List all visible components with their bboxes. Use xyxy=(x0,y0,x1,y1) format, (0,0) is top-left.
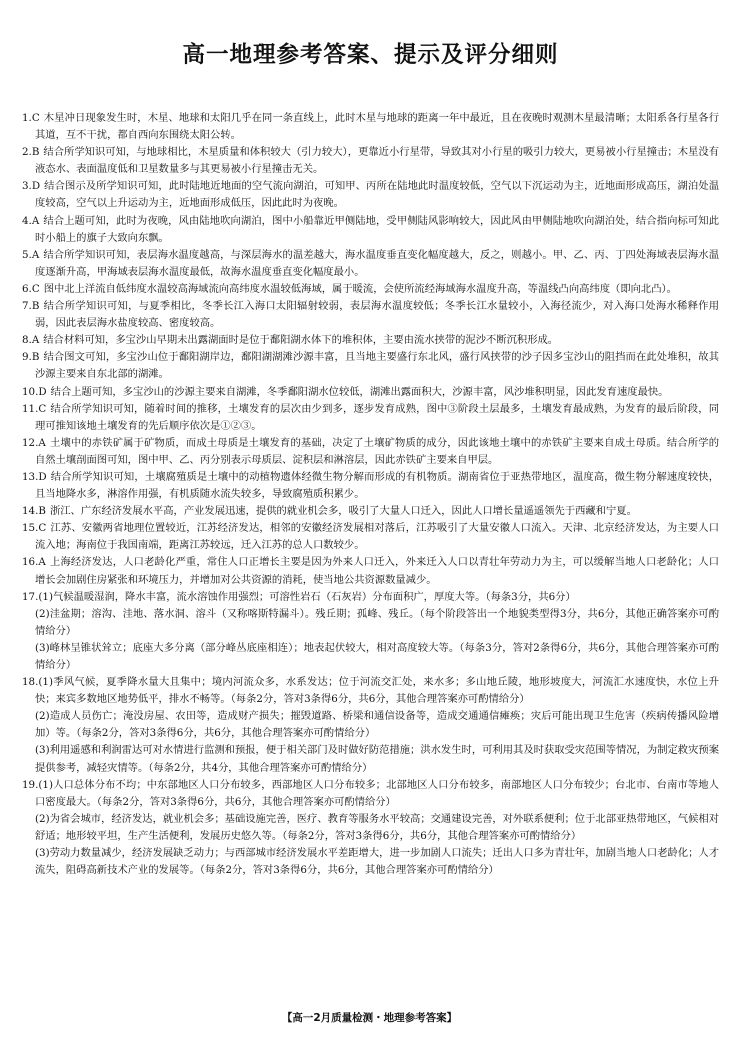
answer-explanation: 结合上题可知，多宝沙山的沙源主要来自湖滩，冬季鄱阳湖水位较低，湖滩出露面积大，沙源丰富，风沙堆积明显，因此发育速度最快。 xyxy=(50,385,669,398)
answer-key: A xyxy=(31,334,40,347)
answer-explanation: 结合所学知识可知，与夏季相比，冬季长江入海口太阳辐射较弱，表层海水温度较低；冬季长江水量较小，入海径流少，对入海口处海水稀释作用弱，因此表层海水盐度较高、密度较高。 xyxy=(35,300,719,330)
answer-item xyxy=(22,144,719,178)
answer-key: D xyxy=(38,385,47,398)
answer-number: 1. xyxy=(22,112,32,124)
answer-item xyxy=(22,503,719,520)
answer-list xyxy=(22,110,719,879)
answer-key: A xyxy=(31,248,40,261)
long-answer-part xyxy=(22,640,719,674)
answer-explanation: (3)峰林呈锥状耸立；底座大多分离（部分峰丛底座相连）；地表起伏较大，相对高度较大等。（每条3分，答对2条得6分，共6分，其他合理答案亦可酌情给分） xyxy=(35,641,719,671)
answer-explanation: 浙江、广东经济发展水平高，产业发展迅速，提供的就业机会多，吸引了大量人口迁入，因此人口增长量遥遥领先于西藏和宁夏。 xyxy=(49,505,637,518)
answer-number: 12. xyxy=(22,436,39,449)
answer-key: C xyxy=(31,112,40,124)
answer-explanation: (2)为省会城市，经济发达，就业机会多；基础设施完善，医疗、教育等服务水平较高；交通建设完善，对外联系便利；位于北部亚热带地区，气候相对舒适；地形较平坦，生产生活便利，发展历史悠久等。（每条2分，答对3条得6分，共6分，其他合理答案亦可酌情给分） xyxy=(35,812,719,842)
answer-item xyxy=(22,520,719,554)
answer-key: A xyxy=(38,436,46,449)
long-answer-part xyxy=(22,811,719,845)
answer-explanation: 江苏、安徽两省地理位置较近，江苏经济发达，相邻的安徽经济发展相对落后，江苏吸引了大量安徽人口流入。天津、北京经济发达，为主要人口流入地；海南位于我国南端，距离江苏较远，迁入江苏的总人口数较少。 xyxy=(35,522,719,552)
answer-number: 11. xyxy=(22,402,39,415)
answer-item xyxy=(22,384,719,401)
answer-key: A xyxy=(38,556,46,569)
answer-explanation: (2)洼盆期；溶沟、洼地、落水洞、溶斗（又称喀斯特漏斗）。残丘期；孤峰、残丘。（每个阶段答出一个地貌类型得3分，共6分，其他正确答案亦可酌情给分） xyxy=(35,607,719,637)
long-answer-part xyxy=(22,589,719,606)
answer-number: 9. xyxy=(22,351,32,364)
answer-item xyxy=(22,554,719,588)
answer-number: 17. xyxy=(22,590,39,603)
answer-explanation: (3)劳动力数量减少，经济发展缺乏动力；与西部城市经济发展水平差距增大，进一步加剧人口流失；迁出人口多为青壮年，加剧当地人口老龄化；人才流失，阻碍高新技术产业的发展等。（每条2分，答对3条得6分，共6分，其他合理答案亦可酌情给分） xyxy=(35,847,719,877)
answer-explanation: 结合所学知识可知，与地球相比，木星质量和体积较大（引力较大），更靠近小行星带，导致其对小行星的吸引力较大，更易被小行星撞击；木星没有液态水、表面温度低和卫星数量多与其更易被小行星撞击无关。 xyxy=(35,146,719,176)
answer-item xyxy=(22,110,719,144)
long-answer-part xyxy=(22,845,719,879)
answer-number: 13. xyxy=(22,470,39,483)
answer-number: 14. xyxy=(22,505,39,518)
answer-key: C xyxy=(38,402,47,415)
answer-key: C xyxy=(31,282,40,295)
answer-explanation: 木星冲日现象发生时，木星、地球和太阳几乎在同一条直线上，此时木星与地球的距离一年中最近，且在夜晚时观测木星最清晰；太阳系各行星各行其道，互不干扰，都自西向东围绕太阳公转。 xyxy=(35,112,719,142)
answer-item xyxy=(22,401,719,435)
answer-explanation: (2)造成人员伤亡；淹没房屋、农田等，造成财产损失；摧毁道路、桥梁和通信设备等，造成交通通信瘫痪；灾后可能出现卫生危害（疾病传播风险增加）等。（每条2分，答对3条得6分，共6分，其他合理答案亦可酌情给分） xyxy=(35,710,719,740)
answer-explanation: 结合所学知识可知，随着时间的推移，土壤发育的层次由少到多，逐步发育成熟，图中③阶段土层最多，土壤发育最成熟，为发育的最后阶段，同理可推知该地土壤发育的先后顺序依次是①②③。 xyxy=(35,402,719,432)
answer-key: A xyxy=(31,214,40,227)
answer-explanation: 上海经济发达，人口老龄化严重，常住人口正增长主要是因为外来人口迁入，外来迁入人口以青壮年劳动力为主，可以缓解当地人口老龄化；人口增长会加剧住房紧张和环境压力，并增加对公共资源的消耗，使当地公共资源数量减少。 xyxy=(35,556,719,586)
answer-number: 8. xyxy=(22,334,32,347)
answer-explanation: 结合上题可知，此时为夜晚，风由陆地吹向湖泊，图中小船靠近甲侧陆地，受甲侧陆风影响较大，因此风由甲侧陆地吹向湖泊处，结合指向标可知此时小船上的旗子大致向东飘。 xyxy=(35,214,719,244)
answer-item xyxy=(22,213,719,247)
long-answer-part xyxy=(22,742,719,776)
answer-item xyxy=(22,349,719,383)
answer-item xyxy=(22,298,719,332)
answer-key: B xyxy=(31,300,40,313)
answer-number: 7. xyxy=(22,300,32,313)
long-answer-part xyxy=(22,708,719,742)
answer-number: 4. xyxy=(22,214,32,227)
answer-number: 19. xyxy=(22,778,39,791)
answer-key: B xyxy=(31,146,40,159)
answer-number: 15. xyxy=(22,522,39,535)
answer-explanation: 结合图示及所学知识可知，此时陆地近地面的空气流向湖泊，可知甲、丙所在陆地此时温度较低，空气以下沉运动为主，近地面形成高压，湖泊处温度较高，空气以上升运动为主，近地面形成低压，因此此时为夜晚。 xyxy=(35,180,719,210)
answer-number: 2. xyxy=(22,146,32,159)
answer-explanation: (1)人口总体分布不均；中东部地区人口分布较多，西部地区人口分布较多；北部地区人口分布较多，南部地区人口分布较少；台北市、台南市等地人口密度最大。（每条2分，答对3条得6分，共6分，其他合理答案亦可酌情给分） xyxy=(35,778,719,808)
answer-item xyxy=(22,281,719,298)
long-answer-part xyxy=(22,674,719,708)
answer-item xyxy=(22,332,719,349)
answer-explanation: (1)季风气候，夏季降水量大且集中；境内河流众多，水系发达；位于河流交汇处，来水多；多山地丘陵，地形坡度大，河流汇水速度快，水位上升快；来宾多数地区地势低平，排水不畅等。（每条2分，答对3条得6分，共6分，其他合理答案亦可酌情给分） xyxy=(35,676,719,706)
answer-explanation: 结合所学知识可知，土壤腐殖质是土壤中的动植物遗体经微生物分解而形成的有机物质。湖南省位于亚热带地区，温度高，微生物分解速度较快，且当地降水多，淋溶作用强，有机质随水流失较多，导致腐殖质积累少。 xyxy=(35,470,719,501)
answer-number: 3. xyxy=(22,180,32,193)
page-footer: 【高一2月质量检测・地理参考答案】 xyxy=(281,1012,458,1024)
answer-number: 5. xyxy=(22,248,32,261)
answer-explanation: 结合图文可知，多宝沙山位于鄱阳湖岸边，鄱阳湖湖滩沙源丰富，且当地主要盛行东北风，盛行风挟带的沙子因多宝沙山的阻挡而在此处堆积，故其沙源主要来自东北部的湖滩。 xyxy=(35,351,719,381)
answer-number: 6. xyxy=(22,282,32,295)
answer-explanation: 结合所学知识可知，表层海水温度越高，与深层海水的温差越大，海水温度垂直变化幅度越大，反之，则越小。甲、乙、丙、丁四处海域表层海水温度逐渐升高，甲海域表层海水温度最低，故海水温度垂直变化幅度最小。 xyxy=(35,248,719,278)
answer-explanation: 结合材料可知，多宝沙山早期未出露湖面时是位于鄱阳湖水体下的堆积体，主要由流水挟带的泥沙不断沉积形成。 xyxy=(43,334,559,347)
answer-explanation: 土壤中的赤铁矿属于矿物质，而成土母质是土壤发育的基础，决定了土壤矿物质的成分，因此该地土壤中的赤铁矿主要来自成土母质。结合所学的自然土壤剖面图可知，图中甲、乙、丙分别表示母质层、淀积层和淋溶层，因此赤铁矿主要来自甲层。 xyxy=(35,436,719,466)
answer-number: 10. xyxy=(22,385,39,398)
answer-item xyxy=(22,178,719,212)
answer-key: C xyxy=(38,522,47,535)
answer-number: 16. xyxy=(22,556,39,569)
answer-explanation: (1)气候温暖湿润，降水丰富，流水溶蚀作用强烈；可溶性岩石（石灰岩）分布面积广，厚度大等。（每条3分，共6分） xyxy=(38,590,576,603)
answer-item xyxy=(22,435,719,469)
answer-explanation: 图中北上洋流自低纬度水温较高海域流向高纬度水温较低海域，属于暖流，会使所流经海域海水温度升高，等温线凸向高纬度（即向北凸）。 xyxy=(43,282,677,295)
page-title: 高一地理参考答案、提示及评分细则 xyxy=(182,42,559,68)
answer-number: 18. xyxy=(22,676,39,689)
answer-key: B xyxy=(38,505,46,518)
long-answer-part xyxy=(22,606,719,640)
answer-key: B xyxy=(31,351,40,364)
answer-item xyxy=(22,247,719,281)
answer-key: D xyxy=(38,470,47,483)
answer-explanation: (3)利用遥感和利润雷达可对水情进行监测和预报，便于相关部门及时做好防范措施；洪水发生时，可利用其及时获取受灾范围等情况，为制定救灾预案提供参考，减轻灾情等。（每条2分，共4分，其他合理答案亦可酌情给分） xyxy=(35,744,719,774)
answer-item xyxy=(22,469,719,503)
long-answer-part xyxy=(22,777,719,811)
answer-key: D xyxy=(31,180,41,193)
